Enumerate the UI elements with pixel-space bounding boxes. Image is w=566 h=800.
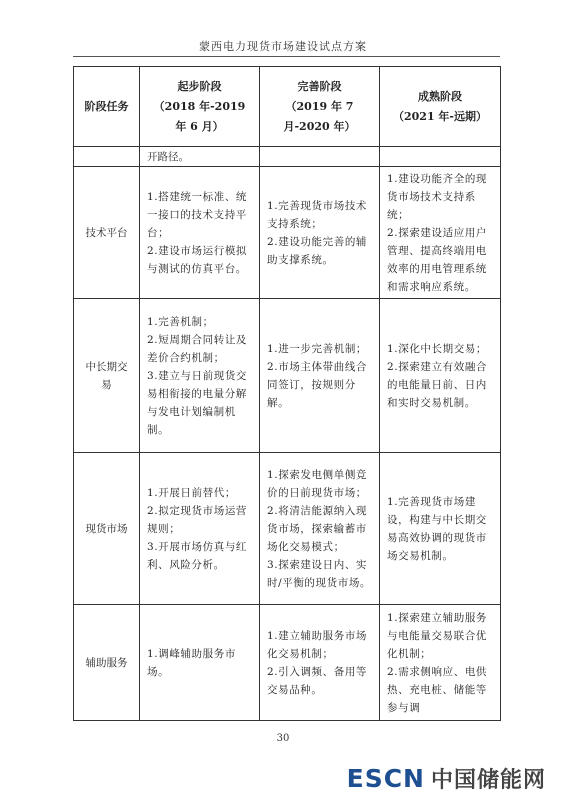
escn-watermark-logo bbox=[347, 765, 546, 791]
task-item: 1.深化中长期交易； bbox=[387, 342, 488, 355]
continuation-row bbox=[74, 147, 501, 167]
task-item: 1.调峰辅助服务市场。 bbox=[147, 647, 236, 678]
task-item: 1.进一步完善机制； bbox=[267, 342, 368, 355]
task-item: 3.探索建设日内、实时/平衡的现货市场。 bbox=[267, 558, 372, 589]
cell-improve-stage bbox=[260, 453, 380, 605]
task-item: 3.建立与日前现货交易相衔接的电量分解与发电计划编制机制。 bbox=[147, 369, 248, 436]
continuation-cell: 开路径。 bbox=[140, 147, 260, 167]
table-cell bbox=[74, 147, 140, 167]
task-item: 2.引入调频、备用等交易品种。 bbox=[267, 665, 368, 696]
cell-improve-stage bbox=[260, 167, 380, 299]
row-label: 中长期交易 bbox=[74, 299, 140, 453]
task-item: 2.探索建立有效融合的电能量日前、日内和实时交易机制。 bbox=[387, 360, 488, 409]
task-item: 1.开展日前替代； bbox=[147, 486, 236, 499]
row-label: 现货市场 bbox=[74, 453, 140, 605]
task-item: 2.建设功能完善的辅助支撑系统。 bbox=[267, 235, 368, 266]
stage-task-table bbox=[73, 66, 501, 721]
table-cell bbox=[380, 147, 501, 167]
task-item: 2.探索建设适应用户管理、提高终端用电效率的用电管理系统和需求响应系统。 bbox=[387, 226, 488, 293]
task-item: 2.需求侧响应、电供热、充电桩、储能等参与调 bbox=[387, 665, 488, 714]
cell-start-stage bbox=[140, 605, 260, 721]
header-divider bbox=[73, 56, 500, 57]
task-item: 2.拟定现货市场运营规则； bbox=[147, 504, 248, 535]
cell-start-stage bbox=[140, 299, 260, 453]
cell-start-stage bbox=[140, 453, 260, 605]
page-header-title: 蒙西电力现货市场建设试点方案 bbox=[199, 40, 367, 53]
task-item: 1.搭建统一标准、统一接口的技术支持平台； bbox=[147, 190, 248, 239]
task-item: 1.探索建立辅助服务与电能量交易联合优化机制； bbox=[387, 611, 488, 660]
col-header-task: 阶段任务 bbox=[74, 67, 140, 147]
task-item: 3.开展市场仿真与红利、风险分析。 bbox=[147, 540, 248, 571]
task-item: 2.建设市场运行模拟与测试的仿真平台。 bbox=[147, 244, 248, 275]
task-item: 1.建设功能齐全的现货市场技术支持系统； bbox=[387, 172, 488, 221]
col-header-mature-stage: 成熟阶段 （2021 年-远期） bbox=[380, 67, 501, 147]
cell-mature-stage bbox=[380, 167, 501, 299]
table-row bbox=[74, 299, 501, 453]
watermark-en: ESCN bbox=[346, 763, 425, 793]
table-row bbox=[74, 453, 501, 605]
task-item: 1.完善现货市场建设，构建与中长期交易高效协调的现货市场交易机制。 bbox=[387, 495, 487, 562]
task-item: 1.探索发电侧单侧竞价的日前现货市场； bbox=[267, 468, 368, 499]
task-item: 1.建立辅助服务市场化交易机制； bbox=[267, 629, 368, 660]
row-label: 辅助服务 bbox=[74, 605, 140, 721]
table-row bbox=[74, 167, 501, 299]
task-item: 1.完善机制； bbox=[147, 315, 214, 328]
watermark-cn: 中国储能网 bbox=[430, 767, 546, 793]
cell-mature-stage bbox=[380, 299, 501, 453]
col-header-start-stage: 起步阶段 （2018 年-2019 年 6 月） bbox=[140, 67, 260, 147]
task-item: 1.完善现货市场技术支持系统； bbox=[267, 199, 368, 230]
task-item: 2.市场主体带曲线合同签订，按规则分解。 bbox=[267, 360, 368, 409]
cell-improve-stage bbox=[260, 299, 380, 453]
cell-mature-stage bbox=[380, 453, 501, 605]
table-cell bbox=[260, 147, 380, 167]
task-item: 2.将清洁能源纳入现货市场，探索输蓄市场化交易模式； bbox=[267, 504, 368, 553]
row-label: 技术平台 bbox=[74, 167, 140, 299]
cell-start-stage bbox=[140, 167, 260, 299]
cell-improve-stage bbox=[260, 605, 380, 721]
cell-mature-stage bbox=[380, 605, 501, 721]
table-header-row bbox=[74, 67, 501, 147]
task-item: 2.短周期合同转让及差价合约机制； bbox=[147, 333, 248, 364]
table-row bbox=[74, 605, 501, 721]
page-number: 30 bbox=[276, 733, 290, 744]
col-header-improve-stage: 完善阶段 （2019 年 7 月-2020 年） bbox=[260, 67, 380, 147]
